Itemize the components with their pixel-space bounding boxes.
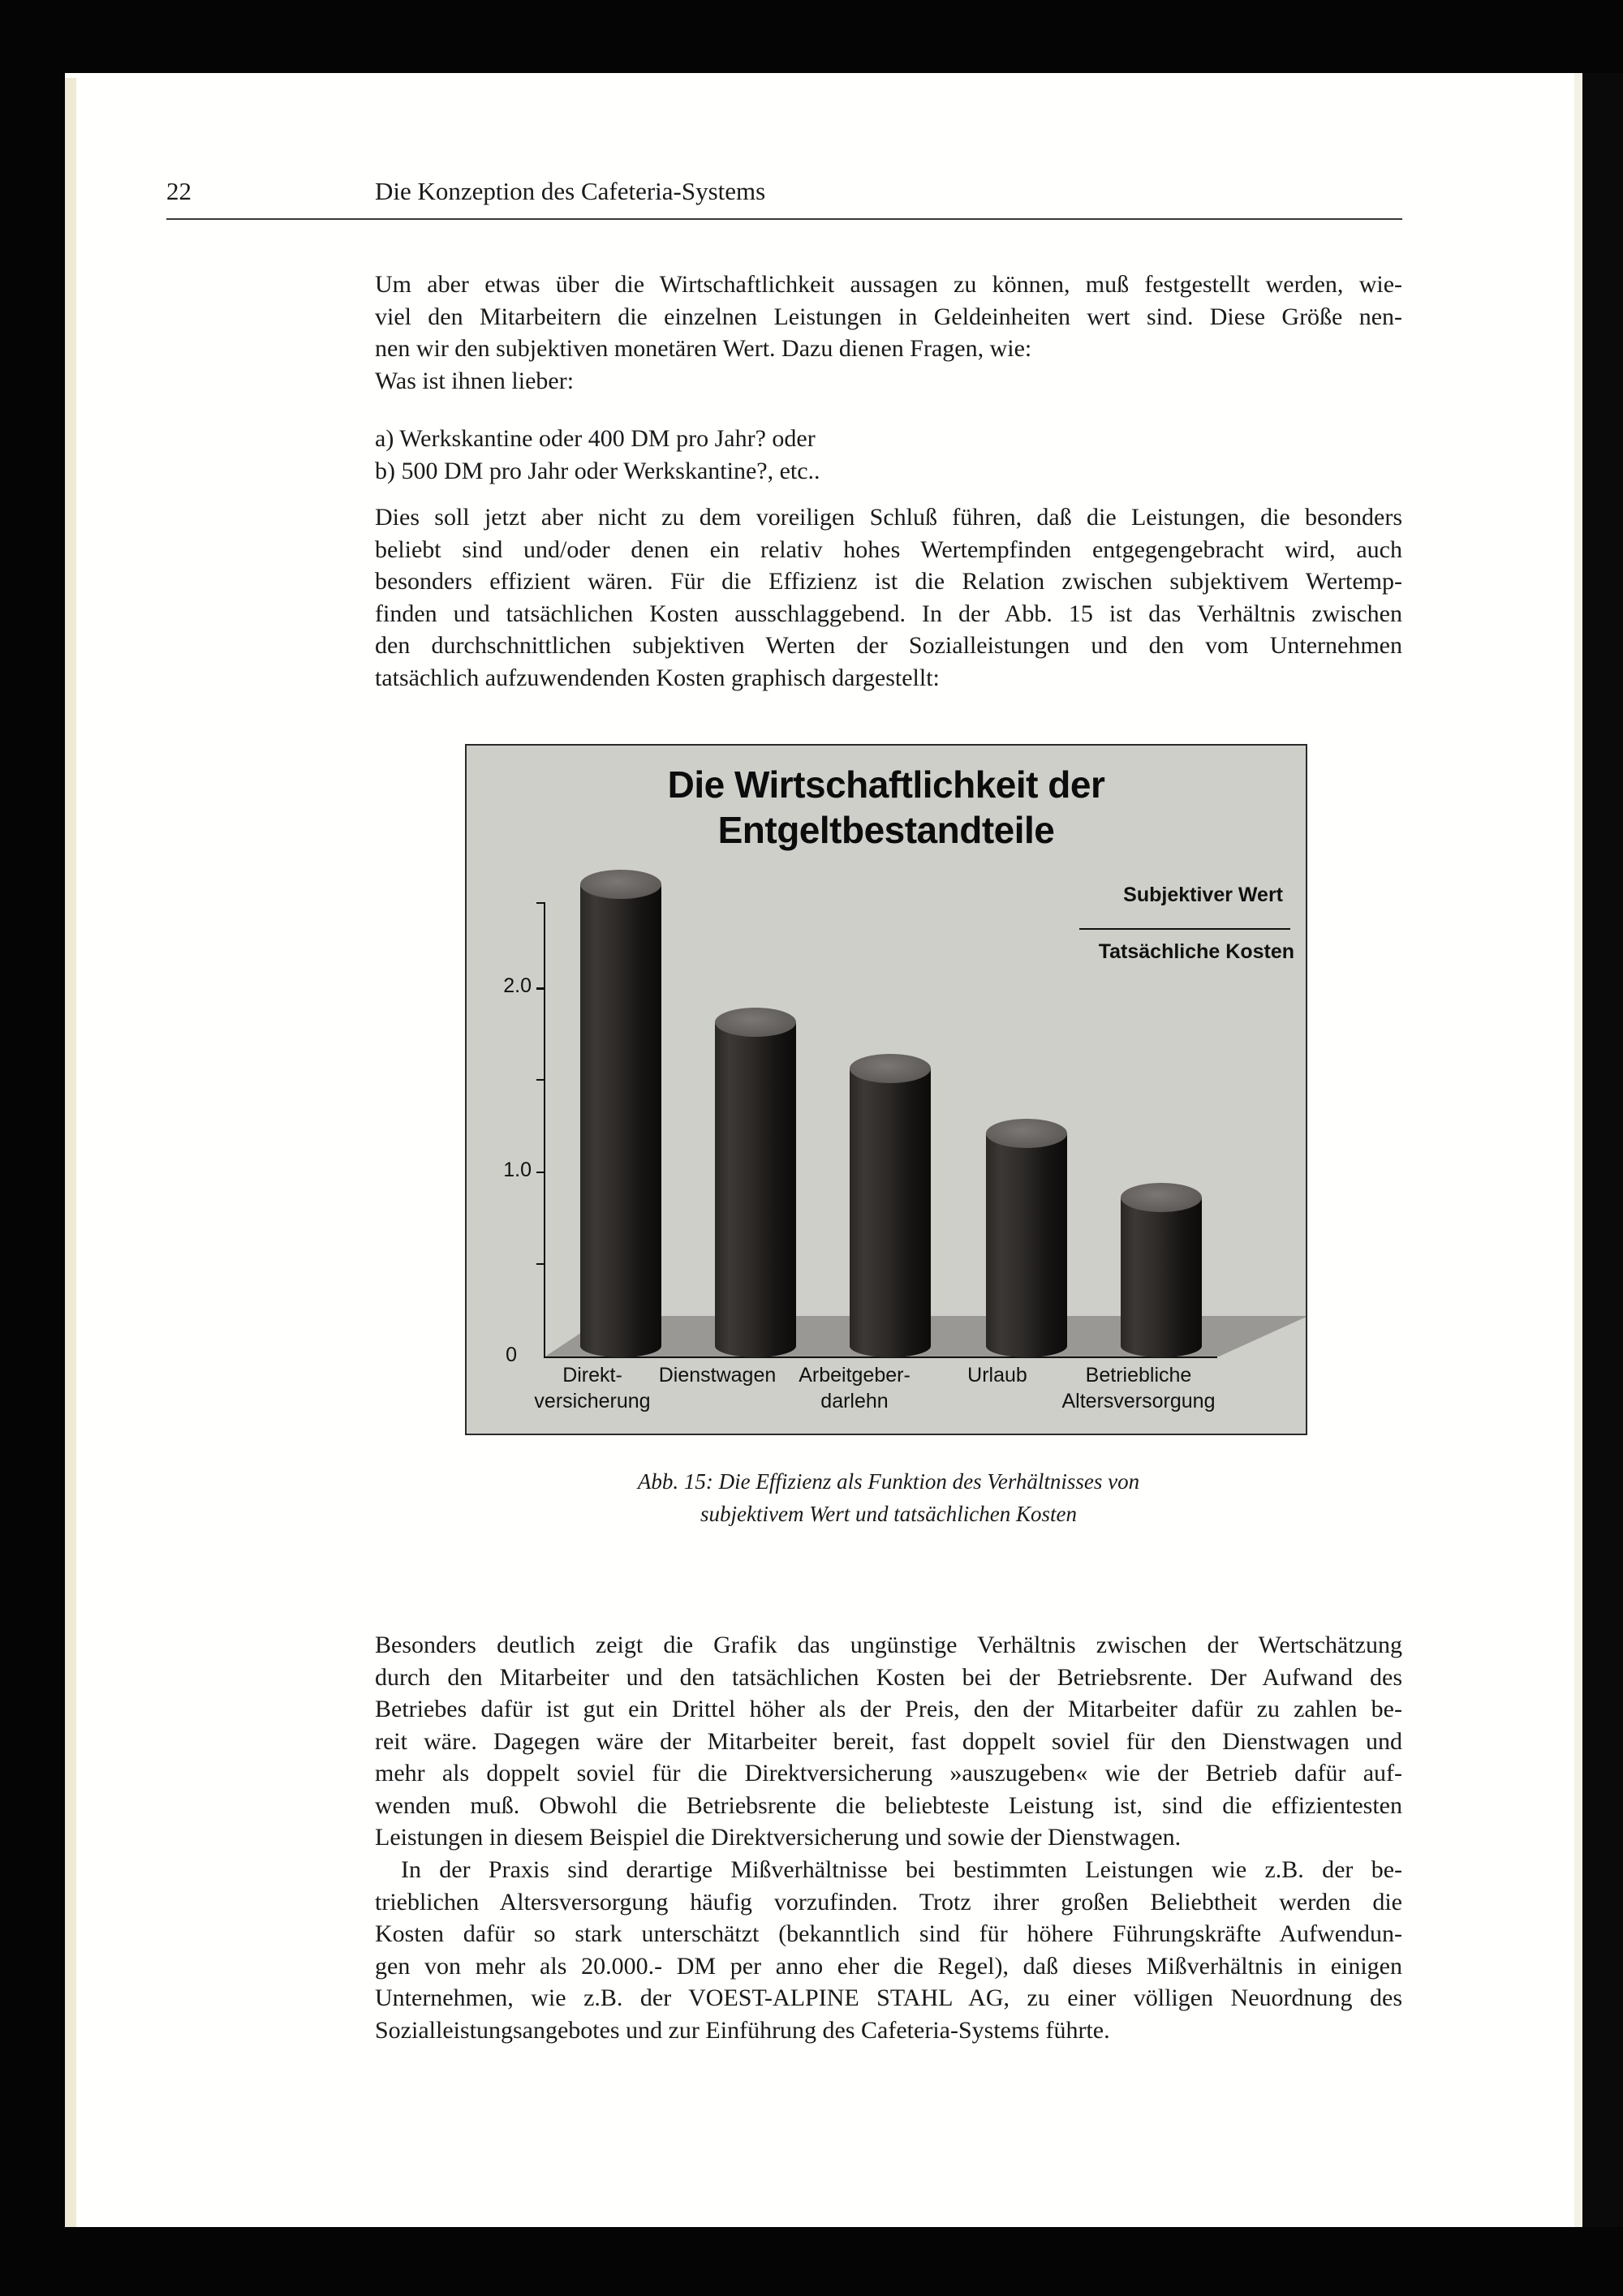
text-line: finden und tatsächlichen Kosten ausschlaggebend. In der Abb. 15 ist das Verhältnis zwischen: [375, 600, 1402, 627]
y-label-1: 1.0: [503, 1159, 532, 1181]
y-tick: [536, 902, 545, 904]
text-line: Betriebes dafür ist gut ein Drittel höher als der Preis, den der Mitarbeiter dafür zu zahlen be-: [375, 1696, 1402, 1722]
paragraph-2: [375, 501, 1402, 694]
figure-caption: [375, 1465, 1402, 1530]
y-tick-0-5: [536, 1263, 545, 1265]
figure-chart: [465, 744, 1307, 1435]
text-line: beliebt sind und/oder denen ein relativ hohes Wertempfinden entgegengebracht wird, auch: [375, 535, 1402, 563]
page-number: 22: [166, 177, 192, 205]
text-line: tatsächlich aufzuwendenden Kosten graphisch dargestellt:: [375, 664, 940, 691]
cylinder-body: [580, 884, 661, 1357]
text-line: Besonders deutlich zeigt die Grafik das ungünstige Verhältnis zwischen der Wertschätzung: [375, 1632, 1402, 1658]
caption-line-2: subjektivem Wert und tatsächlichen Kosten: [700, 1502, 1077, 1526]
chart-title-line-2: Entgeltbestandteile: [717, 809, 1055, 851]
text-line: Um aber etwas über die Wirtschaftlichkeit aussagen zu können, muß festgestellt werden, wie-: [375, 271, 1402, 298]
chart-title: [467, 762, 1306, 853]
x-label-line: Direkt-: [562, 1364, 622, 1387]
cylinder-top: [986, 1119, 1067, 1148]
paragraph-3: [375, 1629, 1402, 1854]
x-label-line: Urlaub: [967, 1364, 1027, 1387]
text-line: wenden muß. Obwohl die Betriebsrente die beliebteste Leistung ist, sind die effizientesten: [375, 1791, 1402, 1819]
text-line: durch den Mitarbeiter und den tatsächlichen Kosten bei der Betriebsrente. Der Aufwand des: [375, 1663, 1402, 1691]
text-line: reit wäre. Dagegen wäre der Mitarbeiter bereit, fast doppelt soviel für den Dienstwagen und: [375, 1727, 1402, 1755]
x-label-betriebliche-altersversorgung: [1057, 1362, 1220, 1414]
cylinder-body: [715, 1022, 796, 1357]
x-label-line: Altersversorgung: [1061, 1390, 1216, 1412]
text-line: den durchschnittlichen subjektiven Werten der Sozialleistungen und den vom Unternehmen: [375, 632, 1402, 659]
cylinder-top: [580, 870, 661, 899]
cylinder-top: [1121, 1183, 1202, 1212]
x-label-urlaub: [916, 1362, 1078, 1388]
example-a: a) Werkskantine oder 400 DM pro Jahr? oder: [375, 425, 816, 452]
x-label-line: versicherung: [534, 1390, 651, 1412]
cylinder-body: [986, 1133, 1067, 1357]
text-line: besonders effizient wären. Für die Effizienz ist die Relation zwischen subjektivem Wertemp-: [375, 568, 1402, 595]
cylinder-top: [850, 1054, 931, 1083]
header-rule: [166, 218, 1402, 220]
x-label-line: Dienstwagen: [658, 1364, 777, 1387]
ratio-denominator-label: Tatsächliche Kosten: [1098, 940, 1294, 963]
text-line: In der Praxis sind derartige Mißverhältnisse bei bestimmten Leistungen wie z.B. der be-: [401, 1856, 1402, 1883]
examples-list: [375, 423, 1402, 487]
example-b: b) 500 DM pro Jahr oder Werkskantine?, etc..: [375, 457, 820, 484]
y-label-2: 2.0: [503, 974, 532, 997]
text-line: Dies soll jetzt aber nicht zu dem voreiligen Schluß führen, daß die Leistungen, die besonders: [375, 504, 1402, 531]
scan-border-right: [1582, 73, 1623, 2227]
intro-paragraph: [375, 269, 1402, 397]
y-tick-2-0: [536, 987, 545, 989]
text-line: mehr als doppelt soviel für die Direktversicherung »auszugeben« wie der Betrieb dafür auf-: [375, 1760, 1402, 1786]
cylinder-body: [850, 1068, 931, 1357]
x-label-arbeitgeberdarlehn: [773, 1362, 936, 1414]
x-label-line: darlehn: [820, 1390, 889, 1412]
ratio-numerator-label: Subjektiver Wert: [1123, 884, 1283, 906]
y-label-0: 0: [506, 1344, 517, 1366]
y-axis: [544, 902, 545, 1358]
text-line: Leistungen in diesem Beispiel die Direktversicherung und sowie der Dienstwagen.: [375, 1824, 1182, 1851]
text-line: Unternehmen, wie z.B. der VOEST-ALPINE STAHL AG, zu einer völligen Neuordnung des: [375, 1984, 1402, 2011]
ratio-fraction-line: [1079, 928, 1290, 930]
text-line: Kosten dafür so stark unterschätzt (bekanntlich sind für höhere Führungskräfte Aufwendun-: [375, 1920, 1402, 1947]
y-tick-1-0: [536, 1172, 545, 1173]
text-line: Sozialleistungsangebotes und zur Einführung des Cafeteria-Systems führte.: [375, 2016, 1110, 2044]
paragraph-4: [375, 1854, 1402, 2046]
text-line: trieblichen Altersversorgung häufig vorzufinden. Trotz ihrer großen Beliebtheit werden die: [375, 1888, 1402, 1915]
y-tick-1-5: [536, 1079, 545, 1081]
caption-line-1: Abb. 15: Die Effizienz als Funktion des Verhältnisses von: [637, 1469, 1140, 1494]
cylinder-body: [1121, 1197, 1202, 1357]
text-line: Was ist ihnen lieber:: [375, 367, 575, 394]
x-label-line: Arbeitgeber-: [799, 1364, 911, 1387]
text-line: nen wir den subjektiven monetären Wert. Dazu dienen Fragen, wie:: [375, 335, 1032, 362]
running-title: Die Konzeption des Cafeteria-Systems: [375, 177, 766, 205]
text-line: gen von mehr als 20.000.- DM per anno eher die Regel), daß dieses Mißverhältnis in einigen: [375, 1952, 1402, 1980]
page-edge-shadow: [65, 78, 76, 2227]
text-line: viel den Mitarbeitern die einzelnen Leistungen in Geldeinheiten wert sind. Diese Größe nen-: [375, 303, 1402, 330]
chart-title-line-1: Die Wirtschaftlichkeit der: [667, 763, 1105, 806]
x-label-line: Betriebliche: [1085, 1364, 1192, 1387]
